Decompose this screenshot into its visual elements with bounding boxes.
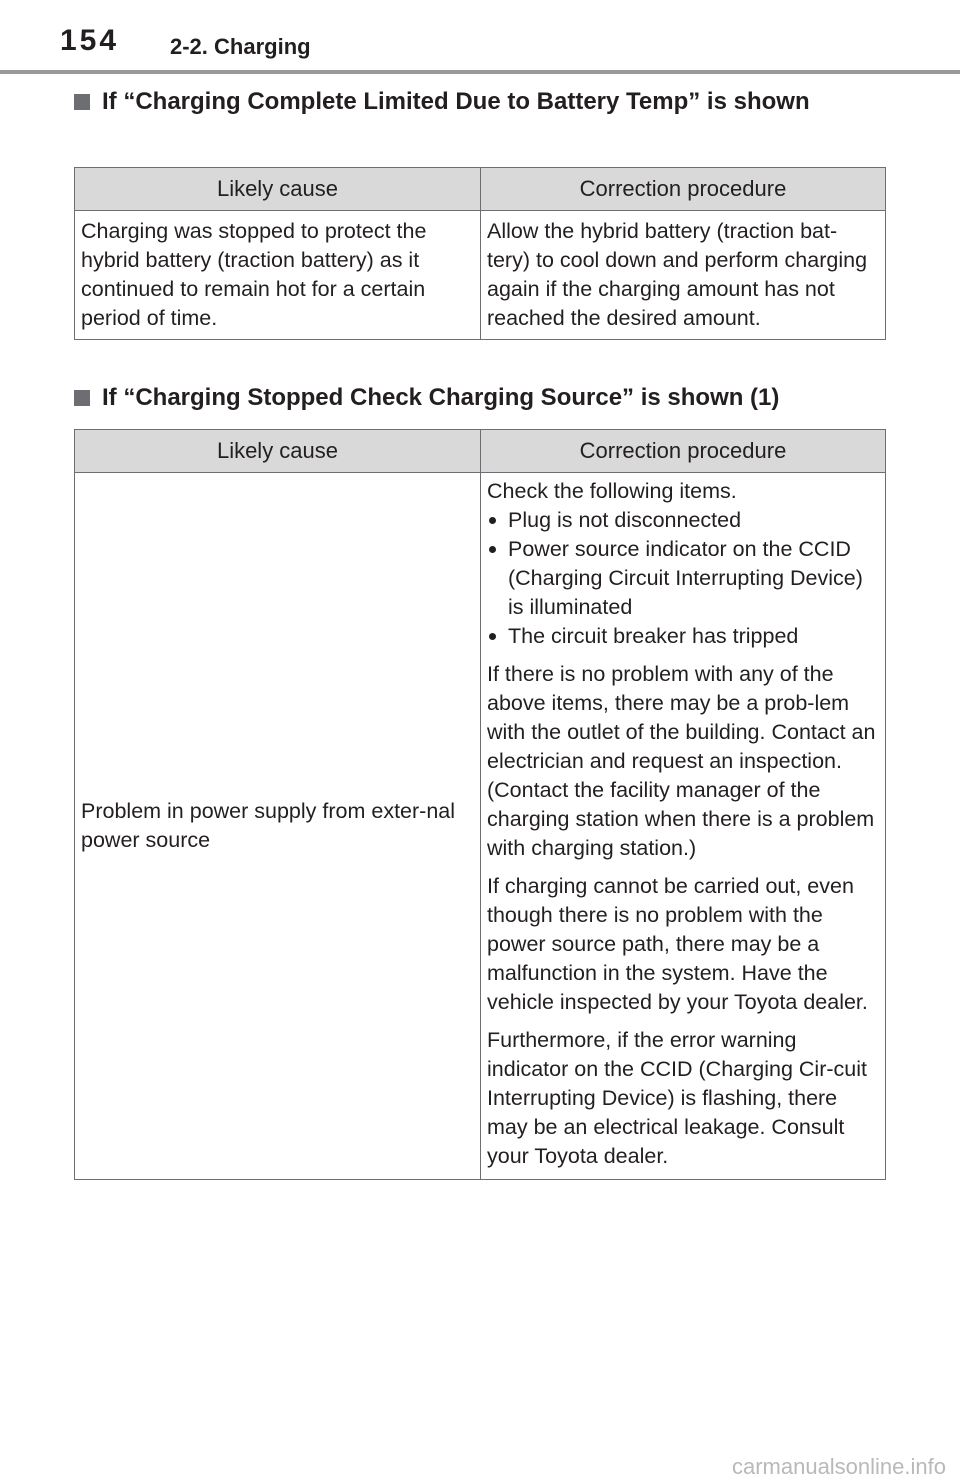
table-header-row	[75, 430, 886, 473]
section-heading-text: If “Charging Complete Limited Due to Battery Temp” is shown	[102, 88, 810, 115]
list-item: The circuit breaker has tripped	[487, 622, 880, 651]
procedure-paragraph: Furthermore, if the error warning indicator on the CCID (Charging Cir-cuit Interrupting Device) is flashing, there may be an electrical leakage. Consult your Toyota dealer.	[487, 1028, 867, 1168]
list-item: Power source indicator on the CCID (Charging Circuit Interrupting Device) is illuminated	[487, 535, 880, 622]
table-row	[75, 473, 886, 1180]
list-item: Plug is not disconnected	[487, 506, 880, 535]
procedure-paragraph: If charging cannot be carried out, even though there is no problem with the power source path, there may be a malfunction in the system. Have the vehicle inspected by your Toyota dealer.	[487, 874, 868, 1014]
correction-procedure-cell: Allow the hybrid battery (traction bat-tery) to cool down and perform charging again if the charging amount has not reached the desired amount.	[481, 211, 886, 340]
table-charging-source	[74, 429, 886, 1180]
chapter-title: 2-2. Charging	[170, 34, 311, 59]
table-header-row	[75, 168, 886, 211]
table-battery-temp	[74, 167, 886, 340]
column-header-likely-cause: Likely cause	[75, 168, 481, 211]
procedure-intro: Check the following items.	[487, 479, 737, 503]
procedure-paragraph: If there is no problem with any of the above items, there may be a prob-lem with the outlet of the building. Contact an electrician and request an inspection. (Contact the facility manager of the charging station when there is a problem with charging station.)	[487, 662, 876, 860]
column-header-correction-procedure: Correction procedure	[481, 430, 886, 473]
likely-cause-cell: Problem in power supply from exter-nal power source	[75, 473, 481, 1180]
section-heading-text: If “Charging Stopped Check Charging Source” is shown (1)	[102, 384, 780, 411]
section-heading-charging-source	[74, 382, 874, 414]
table-row	[75, 211, 886, 340]
page-header	[0, 0, 960, 76]
header-divider	[0, 70, 960, 74]
column-header-correction-procedure: Correction procedure	[481, 168, 886, 211]
correction-procedure-cell	[481, 473, 886, 1180]
page-number: 154	[60, 24, 120, 57]
check-items-list	[487, 506, 880, 651]
likely-cause-cell: Charging was stopped to protect the hybrid battery (traction battery) as it continued to remain hot for a certain period of time.	[75, 211, 481, 340]
square-bullet-icon	[74, 94, 90, 110]
column-header-likely-cause: Likely cause	[75, 430, 481, 473]
square-bullet-icon	[74, 390, 90, 406]
watermark: carmanualsonline.info	[731, 1454, 946, 1479]
section-heading-battery-temp	[74, 86, 874, 118]
